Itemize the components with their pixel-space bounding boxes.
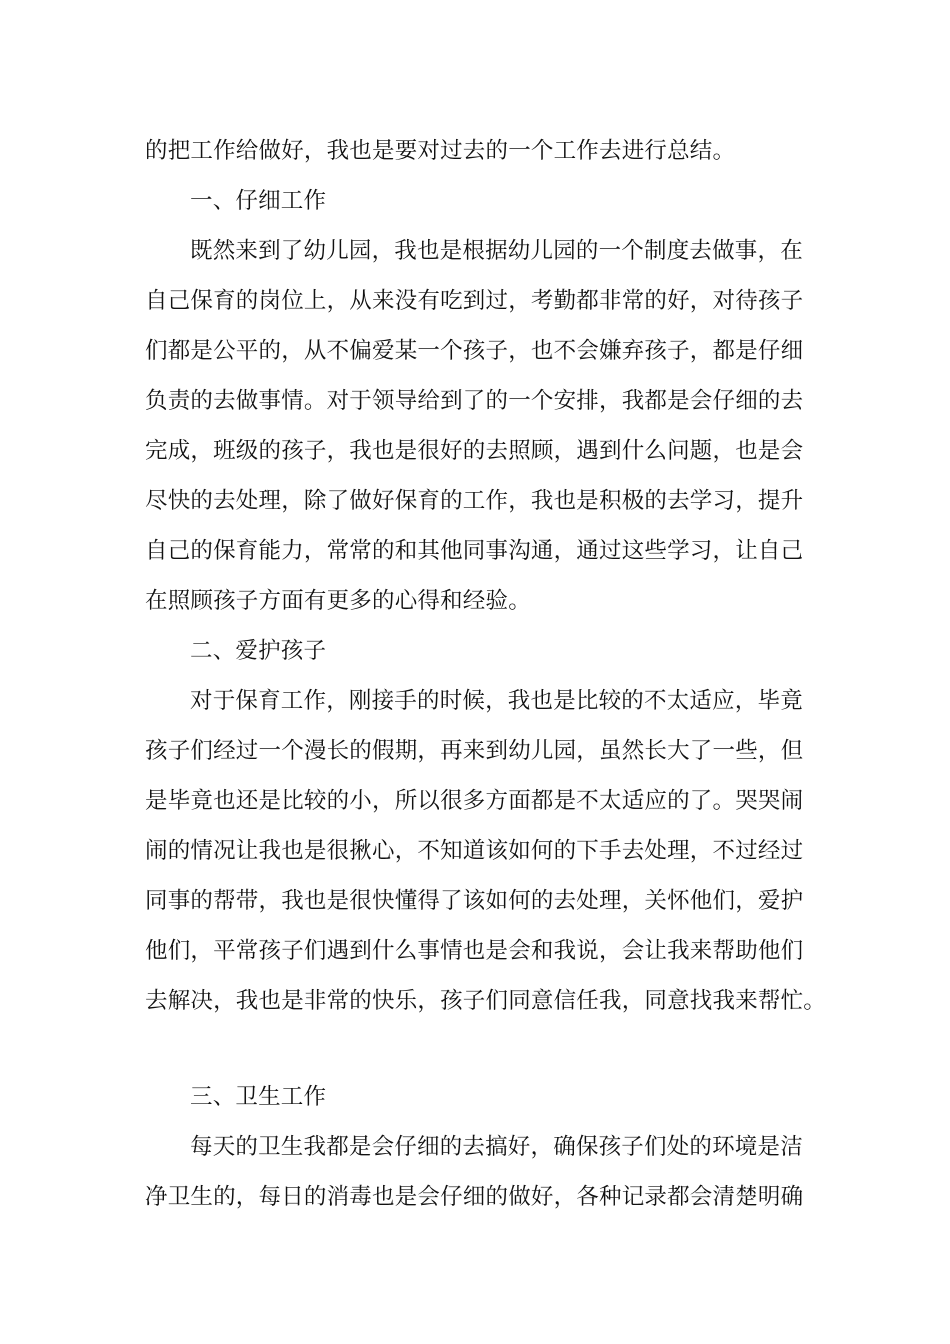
paragraph-line: 同事的帮带，我也是很快懂得了该如何的去处理，关怀他们，爱护 [145,888,804,914]
paragraph-line: 完成，班级的孩子，我也是很好的去照顾，遇到什么问题，也是会 [145,438,804,464]
paragraph-line: 自己保育的岗位上，从来没有吃到过，考勤都非常的好，对待孩子 [145,288,804,314]
paragraph-line: 闹的情况让我也是很揪心，不知道该如何的下手去处理，不过经过 [145,838,804,864]
paragraph-line: 去解决，我也是非常的快乐，孩子们同意信任我，同意找我来帮忙。 [145,988,827,1014]
paragraph-line: 们都是公平的，从不偏爱某一个孩子，也不会嫌弃孩子，都是仔细 [145,338,804,364]
paragraph-line: 孩子们经过一个漫长的假期，再来到幼儿园，虽然长大了一些，但 [145,738,804,764]
paragraph-line: 尽快的去处理，除了做好保育的工作，我也是积极的去学习，提升 [145,488,804,514]
paragraph-line: 既然来到了幼儿园，我也是根据幼儿园的一个制度去做事，在 [190,238,803,264]
paragraph-line: 自己的保育能力，常常的和其他同事沟通，通过这些学习，让自己 [145,538,804,564]
section-heading: 三、卫生工作 [190,1084,327,1110]
paragraph-line: 负责的去做事情。对于领导给到了的一个安排，我都是会仔细的去 [145,388,804,414]
paragraph-line: 的把工作给做好，我也是要对过去的一个工作去进行总结。 [145,138,736,164]
paragraph-line: 对于保育工作，刚接手的时候，我也是比较的不太适应，毕竟 [190,688,803,714]
paragraph-line: 净卫生的，每日的消毒也是会仔细的做好，各种记录都会清楚明确 [145,1184,804,1210]
paragraph-line: 每天的卫生我都是会仔细的去搞好，确保孩子们处的环境是洁 [190,1134,803,1160]
paragraph-line: 在照顾孩子方面有更多的心得和经验。 [145,588,531,614]
section-heading: 二、爱护孩子 [190,638,327,664]
section-heading: 一、仔细工作 [190,188,327,214]
paragraph-line: 他们，平常孩子们遇到什么事情也是会和我说，会让我来帮助他们 [145,938,804,964]
paragraph-line: 是毕竟也还是比较的小，所以很多方面都是不太适应的了。哭哭闹 [145,788,804,814]
